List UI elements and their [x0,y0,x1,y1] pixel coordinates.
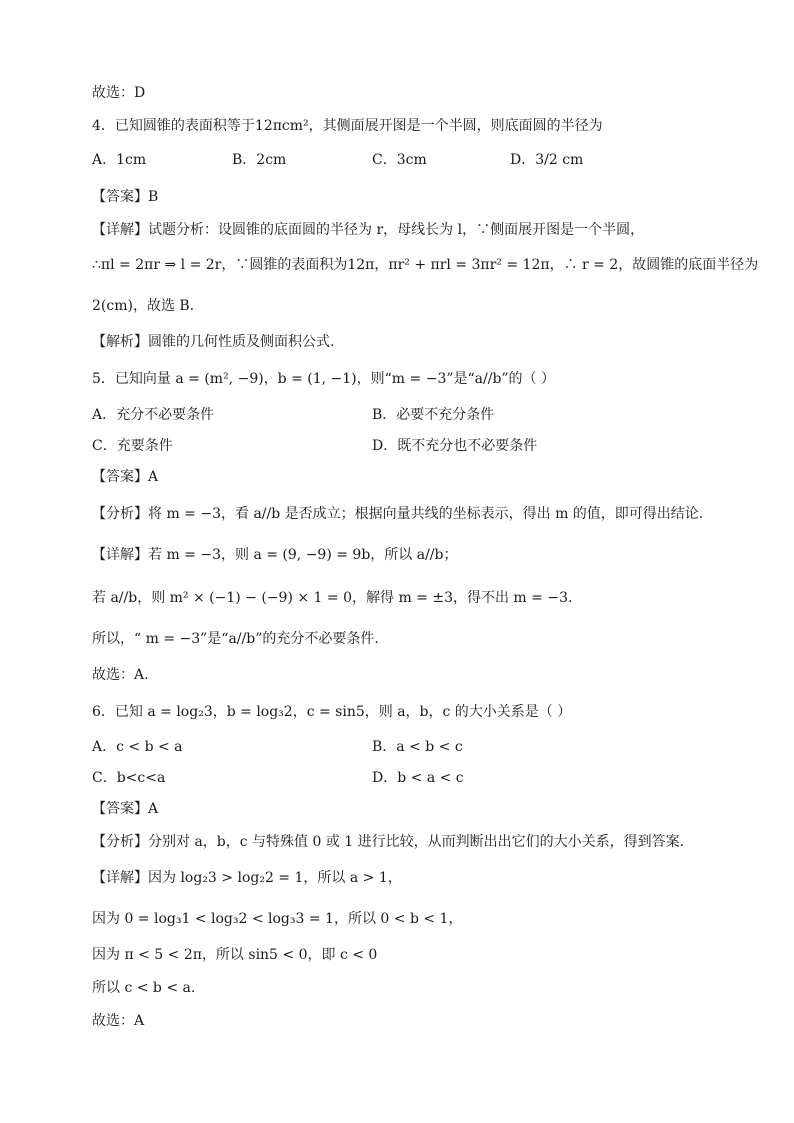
q6-option-b: B．a < b < c [372,739,463,755]
question-4-stem: 4．已知圆锥的表面积等于12πcm²，其侧面展开图是一个半圆，则底面圆的半径为 [92,118,603,134]
q5-option-b: B．必要不充分条件 [372,407,495,423]
q5-choose: 故选：A. [92,667,149,683]
q6-detail-2: 因为 0 = log₃1 < log₃2 < log₃3 = 1，所以 0 < b < 1， [92,911,463,927]
q4-detail-3: 2(cm)，故选 B. [92,298,195,314]
q4-option-a: A．1cm [92,152,147,168]
q6-option-d: D．b < a < c [372,770,464,786]
q4-detail-1: 【详解】试题分析：设圆锥的底面圆的半径为 r，母线长为 l，∵侧面展开图是一个半圆， [92,222,645,238]
q6-answer: 【答案】A [92,801,159,817]
q6-choose: 故选：A [92,1013,145,1029]
q5-detail-2: 若 a//b，则 m² × (−1) − (−9) × 1 = 0，解得 m = ±3，得不出 m = −3. [92,590,573,606]
q5-option-d: D．既不充分也不必要条件 [372,438,538,454]
q4-analysis: 【解析】圆锥的几何性质及侧面积公式. [92,334,335,350]
answer-line-q3: 故选：D [92,85,146,101]
question-6-stem: 6．已知 a = log₂3，b = log₃2，c = sin5，则 a，b，c 的大小关系是（ ） [92,704,572,720]
q5-option-a: A．充分不必要条件 [92,407,215,423]
q5-analysis: 【分析】将 m = −3，看 a//b 是否成立；根据向量共线的坐标表示，得出 m 的值，即可得出结论. [92,506,704,522]
q6-option-c: C．b<c<a [92,770,166,786]
question-5-stem: 5．已知向量 a = (m², −9)，b = (1, −1)，则“m = −3”是“a//b”的（ ） [92,371,556,387]
q6-detail-1: 【详解】因为 log₂3 > log₂2 = 1，所以 a > 1， [92,870,402,886]
q6-option-a: A．c < b < a [92,739,183,755]
q5-detail-3: 所以，“ m = −3”是“a//b”的充分不必要条件. [92,631,379,647]
q4-answer: 【答案】B [92,189,159,205]
q5-option-c: C．充要条件 [92,438,173,454]
q4-option-c: C．3cm [372,152,427,168]
q4-option-b: B．2cm [232,152,287,168]
q6-detail-3: 因为 π < 5 < 2π，所以 sin5 < 0，即 c < 0 [92,947,378,963]
q6-analysis: 【分析】分别对 a，b，c 与特殊值 0 或 1 进行比较，从而判断出出它们的大小关系，得到答案. [92,834,685,850]
q5-answer: 【答案】A [92,469,159,485]
q4-option-d: D．3/2 cm [510,152,584,168]
q6-detail-4: 所以 c < b < a. [92,980,196,996]
q5-detail-1: 【详解】若 m = −3，则 a = (9, −9) = 9b，所以 a//b； [92,547,458,563]
q4-detail-2: ∴πl = 2πr ⇒ l = 2r，∵圆锥的表面积为12π，πr² + πrl = 3πr² = 12π，∴ r = 2，故圆锥的底面半径为 [92,257,759,273]
